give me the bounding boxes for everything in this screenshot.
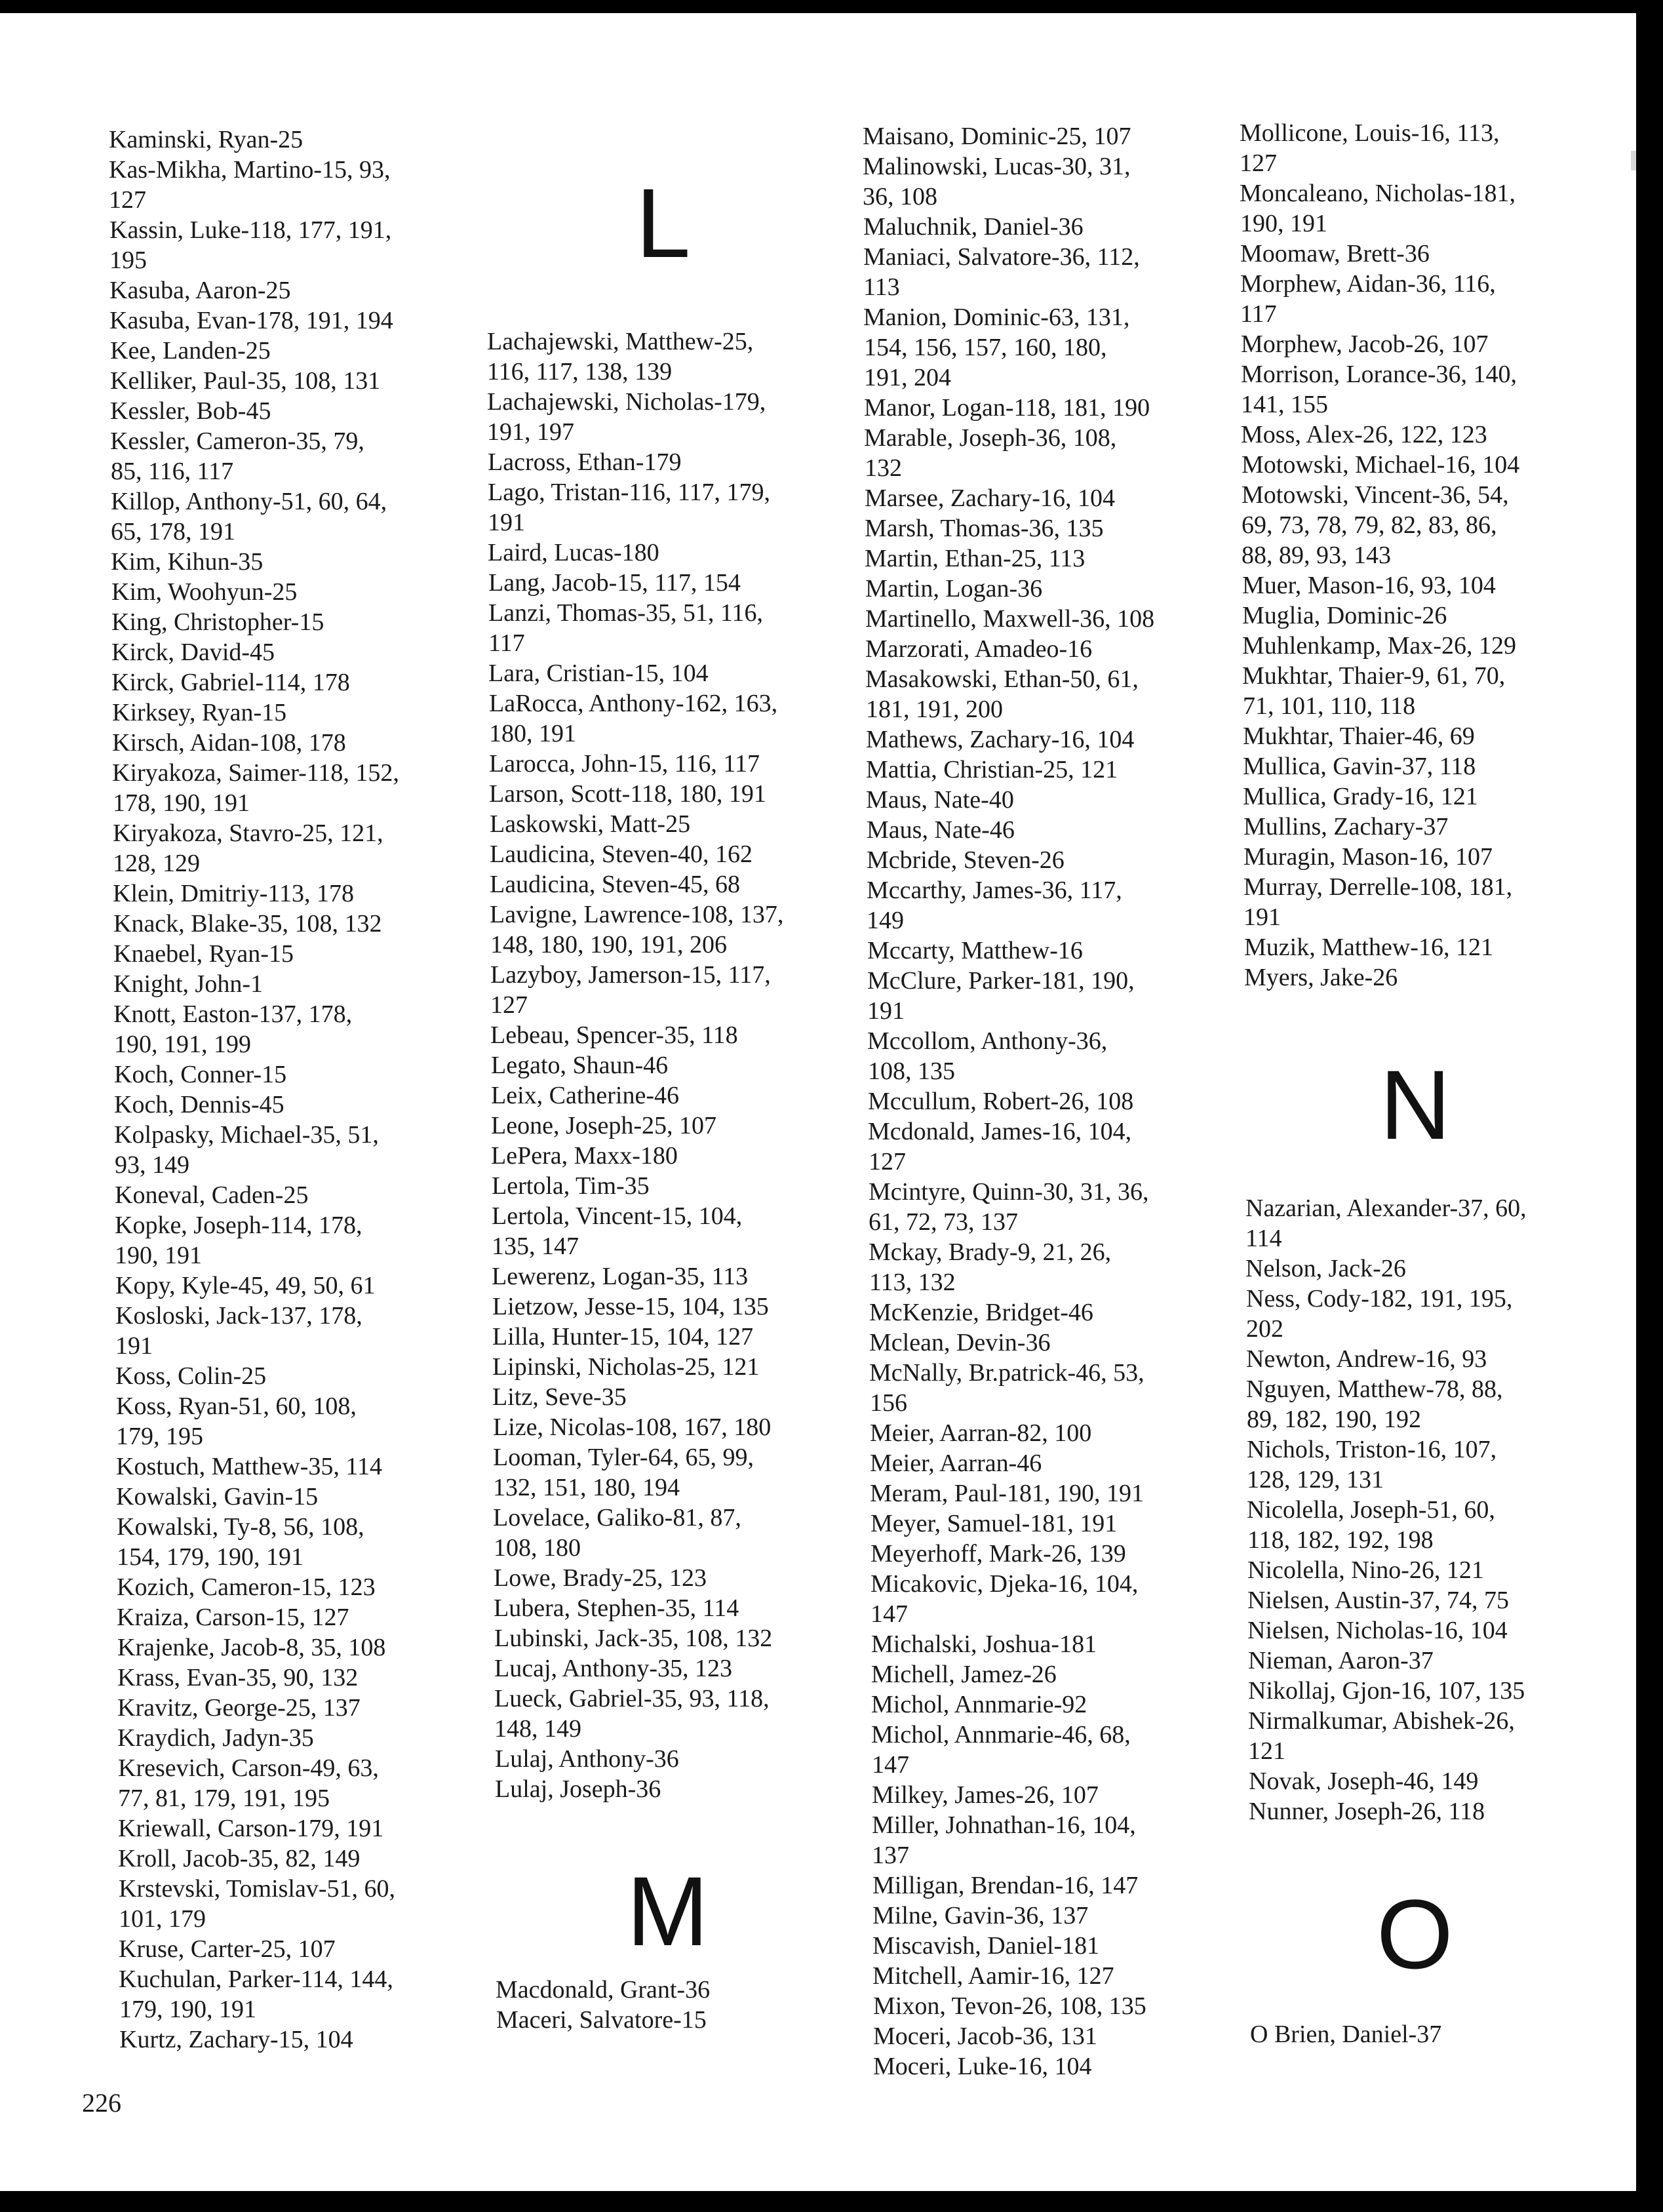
index-entry-continuation: 191 (867, 997, 905, 1025)
index-entry: Mcbride, Steven-26 (867, 846, 1065, 874)
index-entry: Marable, Joseph-36, 108, (864, 424, 1117, 452)
index-entry-continuation: 127 (1240, 149, 1277, 177)
index-entry: Leone, Joseph-25, 107 (491, 1112, 717, 1139)
index-entry-continuation: 154, 156, 157, 160, 180, (864, 334, 1107, 361)
index-entry: Kuchulan, Parker-114, 144, (119, 1965, 393, 1993)
index-entry: Marsee, Zachary-16, 104 (865, 484, 1115, 512)
index-entry: Ness, Cody-182, 191, 195, (1246, 1285, 1513, 1313)
index-entry: Kolpasky, Michael-35, 51, (114, 1121, 379, 1149)
index-entry-continuation: 180, 191 (489, 720, 576, 747)
index-entry: Mcdonald, James-16, 104, (868, 1118, 1132, 1145)
index-entry: Kiryakoza, Stavro-25, 121, (113, 820, 383, 847)
index-entry: Nazarian, Alexander-37, 60, (1245, 1195, 1527, 1222)
index-entry: Leix, Catherine-46 (491, 1082, 680, 1109)
index-entry: Lara, Cristian-15, 104 (488, 660, 709, 687)
index-entry: Kurtz, Zachary-15, 104 (119, 2026, 353, 2053)
index-entry: Kaminski, Ryan-25 (109, 126, 303, 153)
index-entry: Lowe, Brady-25, 123 (494, 1564, 707, 1592)
index-entry: Kessler, Cameron-35, 79, (110, 427, 364, 455)
index-entry: Lertola, Vincent-15, 104, (492, 1202, 743, 1230)
index-entry: Koch, Dennis-45 (114, 1091, 284, 1118)
index-entry-continuation: 137 (872, 1842, 909, 1869)
index-entry-continuation: 191 (115, 1332, 153, 1360)
index-entry: Lipinski, Nicholas-25, 121 (492, 1353, 760, 1381)
index-entry: Lacross, Ethan-179 (488, 448, 682, 476)
index-entry-continuation: 77, 81, 179, 191, 195 (118, 1785, 330, 1812)
index-entry-continuation: 114 (1245, 1225, 1282, 1252)
index-entry: Laudicina, Steven-40, 162 (490, 840, 753, 868)
section-letter-n: N (1380, 1050, 1451, 1160)
index-entry: Mclean, Devin-36 (869, 1329, 1051, 1356)
index-entry-continuation: 127 (109, 186, 146, 214)
index-entry: Kresevich, Carson-49, 63, (118, 1754, 379, 1782)
index-entry: Nicolella, Nino-26, 121 (1247, 1556, 1484, 1584)
index-entry: Kim, Woohyun-25 (111, 578, 298, 606)
index-entry-continuation: 89, 182, 190, 192 (1247, 1406, 1421, 1433)
index-entry: Kopy, Kyle-45, 49, 50, 61 (115, 1272, 376, 1299)
index-entry: Kirck, David-45 (111, 639, 275, 666)
index-entry: Laird, Lucas-180 (488, 539, 659, 566)
index-entry: Morphew, Jacob-26, 107 (1241, 330, 1489, 358)
index-entry: Kassin, Luke-118, 177, 191, (109, 216, 392, 244)
index-entry: Maus, Nate-46 (867, 816, 1015, 844)
index-entry: McNally, Br.patrick-46, 53, (869, 1359, 1145, 1387)
index-entry: McKenzie, Bridget-46 (869, 1299, 1093, 1326)
index-entry: Lueck, Gabriel-35, 93, 118, (494, 1685, 770, 1712)
index-entry-continuation: 195 (109, 247, 147, 274)
index-entry-continuation: 191, 197 (487, 418, 574, 446)
index-entry: Mcintyre, Quinn-30, 31, 36, (869, 1178, 1149, 1206)
index-entry-continuation: 36, 108 (863, 183, 937, 210)
index-entry: Nikollaj, Gjon-16, 107, 135 (1248, 1677, 1525, 1705)
index-entry: Nichols, Triston-16, 107, (1247, 1436, 1497, 1463)
index-entry-continuation: 147 (871, 1600, 908, 1628)
index-entry: Nieman, Aaron-37 (1248, 1647, 1434, 1674)
index-entry: Knack, Blake-35, 108, 132 (113, 910, 382, 938)
index-entry-continuation: 181, 191, 200 (866, 696, 1003, 723)
index-entry: Kraiza, Carson-15, 127 (117, 1604, 349, 1631)
index-entry-continuation: 156 (870, 1389, 907, 1417)
index-entry-continuation: 141, 155 (1241, 391, 1328, 418)
index-entry: Marzorati, Amadeo-16 (865, 635, 1093, 663)
index-entry: Kopke, Joseph-114, 178, (115, 1212, 362, 1239)
index-entry: Muhlenkamp, Max-26, 129 (1242, 632, 1516, 660)
index-entry: Maus, Nate-40 (866, 786, 1014, 814)
index-entry: Moss, Alex-26, 122, 123 (1241, 421, 1487, 448)
index-entry: Kozich, Cameron-15, 123 (117, 1573, 376, 1601)
index-entry: Mullica, Grady-16, 121 (1243, 783, 1478, 810)
index-entry: Mollicone, Louis-16, 113, (1240, 119, 1500, 147)
index-entry-continuation: 191 (488, 509, 525, 536)
index-entry: Motowski, Michael-16, 104 (1242, 451, 1520, 479)
index-entry: Micakovic, Djeka-16, 104, (871, 1570, 1139, 1598)
index-entry: Michalski, Joshua-181 (871, 1630, 1097, 1658)
index-entry: Lertola, Tim-35 (492, 1172, 650, 1200)
index-entry-continuation: 85, 116, 117 (111, 458, 234, 485)
index-entry: Kirksey, Ryan-15 (112, 699, 287, 726)
index-entry-continuation: 117 (488, 629, 525, 657)
index-entry: Moceri, Luke-16, 104 (873, 2053, 1092, 2080)
index-entry: Koss, Colin-25 (115, 1362, 267, 1390)
index-entry: Mathews, Zachary-16, 104 (866, 726, 1135, 753)
index-entry: Mixon, Tevon-26, 108, 135 (873, 1992, 1146, 2020)
index-entry-continuation: 149 (867, 907, 904, 934)
index-entry: Kasuba, Aaron-25 (109, 277, 291, 304)
index-entry: Murray, Derrelle-108, 181, (1243, 873, 1513, 901)
index-entry: Martinello, Maxwell-36, 108 (865, 605, 1155, 633)
index-entry-continuation: 118, 182, 192, 198 (1247, 1526, 1434, 1554)
index-entry: Michell, Jamez-26 (871, 1661, 1057, 1688)
index-entry: Klein, Dmitriy-113, 178 (113, 880, 354, 907)
index-entry: Lucaj, Anthony-35, 123 (494, 1655, 733, 1682)
index-entry-continuation: 178, 190, 191 (113, 789, 250, 817)
index-entry-continuation: 121 (1248, 1737, 1285, 1765)
index-entry: Mullins, Zachary-37 (1243, 813, 1449, 840)
index-entry: King, Christopher-15 (111, 608, 324, 636)
index-entry: Miscavish, Daniel-181 (872, 1932, 1100, 1960)
index-entry: Novak, Joseph-46, 149 (1249, 1768, 1479, 1795)
index-entry-continuation: 202 (1246, 1315, 1283, 1343)
index-entry: Meyerhoff, Mark-26, 139 (871, 1540, 1126, 1568)
index-entry: Kessler, Bob-45 (110, 397, 271, 425)
index-entry: Kiryakoza, Saimer-118, 152, (112, 759, 399, 787)
index-entry: Litz, Seve-35 (492, 1383, 627, 1411)
index-entry: Macdonald, Grant-36 (496, 1976, 711, 2004)
index-page (0, 13, 1636, 2191)
index-entry: Kostuch, Matthew-35, 114 (116, 1453, 382, 1480)
index-entry: McClure, Parker-181, 190, (867, 967, 1135, 995)
index-entry: Lachajewski, Matthew-25, (487, 328, 754, 355)
index-entry: Lubinski, Jack-35, 108, 132 (494, 1625, 773, 1652)
index-entry: Michol, Annmarie-46, 68, (871, 1721, 1131, 1748)
index-entry: Kirsch, Aidan-108, 178 (112, 729, 346, 757)
index-entry: Lulaj, Joseph-36 (495, 1775, 661, 1803)
index-entry-continuation: 190, 191 (115, 1242, 202, 1269)
index-entry: Lietzow, Jesse-15, 104, 135 (492, 1293, 769, 1320)
index-entry-continuation: 93, 149 (115, 1151, 189, 1179)
index-entry: Kowalski, Ty-8, 56, 108, (117, 1513, 364, 1541)
index-entry-continuation: 190, 191 (1240, 210, 1327, 237)
index-entry: Moncaleano, Nicholas-181, (1240, 180, 1516, 207)
index-entry: Killop, Anthony-51, 60, 64, (111, 488, 387, 515)
index-entry: Larson, Scott-118, 180, 191 (489, 780, 766, 808)
index-entry: Kriewall, Carson-179, 191 (118, 1815, 384, 1842)
index-entry: Lanzi, Thomas-35, 51, 116, (488, 599, 763, 627)
index-entry: Nielsen, Austin-37, 74, 75 (1247, 1587, 1509, 1614)
page-number: 226 (82, 2088, 121, 2118)
index-entry-continuation: 101, 179 (119, 1905, 206, 1933)
index-entry: Nicolella, Joseph-51, 60, (1247, 1496, 1495, 1524)
index-entry: Mckay, Brady-9, 21, 26, (869, 1238, 1112, 1266)
index-entry: Miller, Johnathan-16, 104, (872, 1811, 1136, 1839)
index-entry: Nguyen, Matthew-78, 88, (1246, 1375, 1503, 1403)
index-entry: Muglia, Dominic-26 (1242, 602, 1447, 629)
index-entry: Nirmalkumar, Abishek-26, (1248, 1707, 1515, 1735)
index-entry: Krajenke, Jacob-8, 35, 108 (117, 1634, 386, 1661)
index-entry: Larocca, John-15, 116, 117 (489, 750, 760, 778)
index-entry: Morrison, Lorance-36, 140, (1241, 361, 1517, 388)
index-entry: Meier, Aarran-82, 100 (870, 1419, 1092, 1447)
index-entry-continuation: 179, 190, 191 (119, 1996, 256, 2023)
index-entry: Kelliker, Paul-35, 108, 131 (110, 367, 381, 395)
index-entry: Kas-Mikha, Martino-15, 93, (109, 156, 391, 184)
index-entry-continuation: 132, 151, 180, 194 (493, 1474, 680, 1501)
index-entry: Mccullum, Robert-26, 108 (868, 1088, 1134, 1115)
index-entry: Kirck, Gabriel-114, 178 (111, 669, 350, 696)
index-entry: Moomaw, Brett-36 (1240, 240, 1430, 267)
index-entry: Nielsen, Nicholas-16, 104 (1247, 1617, 1508, 1644)
index-entry: Kruse, Carter-25, 107 (119, 1935, 336, 1963)
index-entry: Lavigne, Lawrence-108, 137, (490, 901, 784, 928)
index-entry-continuation: 128, 129 (113, 850, 200, 877)
index-entry: Newton, Andrew-16, 93 (1246, 1345, 1487, 1373)
index-entry: Maniaci, Salvatore-36, 112, (863, 243, 1140, 271)
index-entry: Milligan, Brendan-16, 147 (872, 1872, 1139, 1899)
index-entry: Lachajewski, Nicholas-179, (487, 388, 766, 416)
index-entry: Koneval, Caden-25 (115, 1181, 309, 1209)
index-entry: Lewerenz, Logan-35, 113 (492, 1263, 749, 1290)
scan-edge-mark (1631, 151, 1636, 170)
index-entry-continuation: 147 (872, 1751, 909, 1779)
section-letter-l: L (636, 168, 691, 278)
index-entry: Manion, Dominic-63, 131, (863, 304, 1130, 331)
index-entry: Kee, Landen-25 (110, 337, 271, 365)
index-entry: Krstevski, Tomislav-51, 60, (119, 1875, 396, 1903)
index-entry: Maluchnik, Daniel-36 (863, 213, 1084, 241)
index-entry: Legato, Shaun-46 (491, 1052, 669, 1079)
index-entry: Looman, Tyler-64, 65, 99, (493, 1444, 754, 1471)
index-entry: Mullica, Gavin-37, 118 (1243, 753, 1476, 780)
index-entry: Morphew, Aidan-36, 116, (1240, 270, 1496, 298)
section-letter-o: O (1377, 1879, 1453, 1989)
index-entry: Lang, Jacob-15, 117, 154 (488, 569, 741, 597)
index-entry-continuation: 132 (865, 454, 902, 482)
index-entry: Koch, Conner-15 (114, 1061, 287, 1088)
index-entry-continuation: 69, 73, 78, 79, 82, 83, 86, (1242, 511, 1497, 539)
index-entry-continuation: 113 (863, 273, 900, 301)
index-entry: Kowalski, Gavin-15 (116, 1483, 319, 1511)
index-entry: Martin, Logan-36 (865, 575, 1043, 602)
index-entry-continuation: 135, 147 (492, 1233, 579, 1260)
index-entry: Maceri, Salvatore-15 (496, 2006, 707, 2034)
index-entry: Laskowski, Matt-25 (490, 810, 691, 838)
index-entry: Lilla, Hunter-15, 104, 127 (492, 1323, 754, 1351)
index-entry-continuation: 108, 135 (868, 1057, 955, 1085)
index-entry-continuation: 190, 191, 199 (114, 1031, 251, 1058)
index-entry: LaRocca, Anthony-162, 163, (489, 690, 778, 717)
index-entry: Malinowski, Lucas-30, 31, (863, 153, 1131, 180)
index-entry-continuation: 116, 117, 138, 139 (487, 358, 673, 385)
index-entry: Kasuba, Evan-178, 191, 194 (109, 307, 393, 334)
index-entry-continuation: 148, 149 (494, 1715, 581, 1743)
index-entry: Lubera, Stephen-35, 114 (494, 1594, 739, 1622)
index-entry-continuation: 179, 195 (116, 1423, 203, 1450)
index-entry: Muragin, Mason-16, 107 (1243, 843, 1493, 871)
index-entry-continuation: 127 (490, 991, 528, 1019)
index-entry-continuation: 88, 89, 93, 143 (1242, 542, 1391, 569)
index-entry: Knott, Easton-137, 178, (113, 1000, 353, 1028)
index-entry: Kim, Kihun-35 (111, 548, 264, 576)
index-entry: Lize, Nicolas-108, 167, 180 (493, 1413, 772, 1441)
section-letter-m: M (627, 1856, 709, 1966)
index-entry-continuation: 191 (1243, 903, 1281, 931)
index-entry-continuation: 127 (869, 1148, 906, 1175)
index-entry: Nunner, Joseph-26, 118 (1249, 1798, 1485, 1825)
index-entry: Masakowski, Ethan-50, 61, (865, 665, 1139, 693)
index-entry-continuation: 113, 132 (869, 1269, 956, 1296)
index-entry: Milkey, James-26, 107 (872, 1781, 1099, 1809)
index-entry: Marsh, Thomas-36, 135 (865, 515, 1104, 542)
index-entry: Mccarty, Matthew-16 (867, 937, 1083, 964)
index-entry-continuation: 191, 204 (864, 364, 951, 391)
index-entry-continuation: 71, 101, 110, 118 (1243, 692, 1416, 720)
index-entry: Laudicina, Steven-45, 68 (490, 871, 741, 898)
index-entry: Moceri, Jacob-36, 131 (873, 2023, 1097, 2050)
index-entry: Martin, Ethan-25, 113 (865, 545, 1086, 572)
index-entry-continuation: 154, 179, 190, 191 (117, 1543, 303, 1571)
index-entry: Koss, Ryan-51, 60, 108, (116, 1392, 357, 1420)
index-entry: Mukhtar, Thaier-9, 61, 70, (1242, 662, 1506, 690)
index-entry: Meier, Aarran-46 (870, 1450, 1042, 1477)
index-entry: Motowski, Vincent-36, 54, (1242, 481, 1509, 509)
index-entry: Mccarthy, James-36, 117, (867, 877, 1122, 904)
index-entry: O Brien, Daniel-37 (1250, 2021, 1442, 2048)
index-entry: Manor, Logan-118, 181, 190 (864, 394, 1150, 422)
index-entry: Kraydich, Jadyn-35 (117, 1724, 314, 1752)
index-entry-continuation: 128, 129, 131 (1247, 1466, 1384, 1493)
index-entry-continuation: 65, 178, 191 (111, 518, 235, 545)
index-entry: Mukhtar, Thaier-46, 69 (1243, 722, 1475, 750)
index-entry: Muzik, Matthew-16, 121 (1244, 934, 1493, 961)
index-entry: Mitchell, Aamir-16, 127 (872, 1962, 1114, 1990)
index-entry: Kosloski, Jack-137, 178, (115, 1302, 362, 1330)
index-entry: Krass, Evan-35, 90, 132 (117, 1664, 359, 1691)
index-entry: Nelson, Jack-26 (1245, 1255, 1406, 1282)
index-entry: Kravitz, George-25, 137 (117, 1694, 361, 1722)
index-entry: Lazyboy, Jamerson-15, 117, (490, 961, 771, 989)
index-entry: Lebeau, Spencer-35, 118 (490, 1021, 738, 1049)
index-entry-continuation: 117 (1240, 300, 1277, 328)
index-entry: Milne, Gavin-36, 137 (872, 1902, 1089, 1929)
index-entry: Kroll, Jacob-35, 82, 149 (118, 1845, 361, 1872)
index-entry: Knight, John-1 (113, 970, 263, 998)
index-entry: Maisano, Dominic-25, 107 (863, 123, 1131, 150)
index-entry: Mccollom, Anthony-36, (867, 1027, 1108, 1055)
index-entry-continuation: 61, 72, 73, 137 (869, 1208, 1018, 1236)
index-entry: Lovelace, Galiko-81, 87, (493, 1504, 741, 1531)
index-entry: Michol, Annmarie-92 (871, 1691, 1087, 1718)
index-entry: LePera, Maxx-180 (491, 1142, 678, 1170)
index-entry: Lago, Tristan-116, 117, 179, (488, 479, 771, 506)
index-entry-continuation: 108, 180 (494, 1534, 581, 1562)
index-entry: Mattia, Christian-25, 121 (866, 756, 1118, 783)
index-entry: Myers, Jake-26 (1244, 964, 1398, 991)
index-entry: Lulaj, Anthony-36 (495, 1745, 679, 1773)
index-entry-continuation: 148, 180, 190, 191, 206 (490, 931, 727, 958)
index-entry: Meram, Paul-181, 190, 191 (870, 1480, 1144, 1507)
index-entry: Muer, Mason-16, 93, 104 (1242, 572, 1496, 599)
index-entry: Knaebel, Ryan-15 (113, 940, 294, 968)
index-entry: Meyer, Samuel-181, 191 (871, 1510, 1118, 1537)
